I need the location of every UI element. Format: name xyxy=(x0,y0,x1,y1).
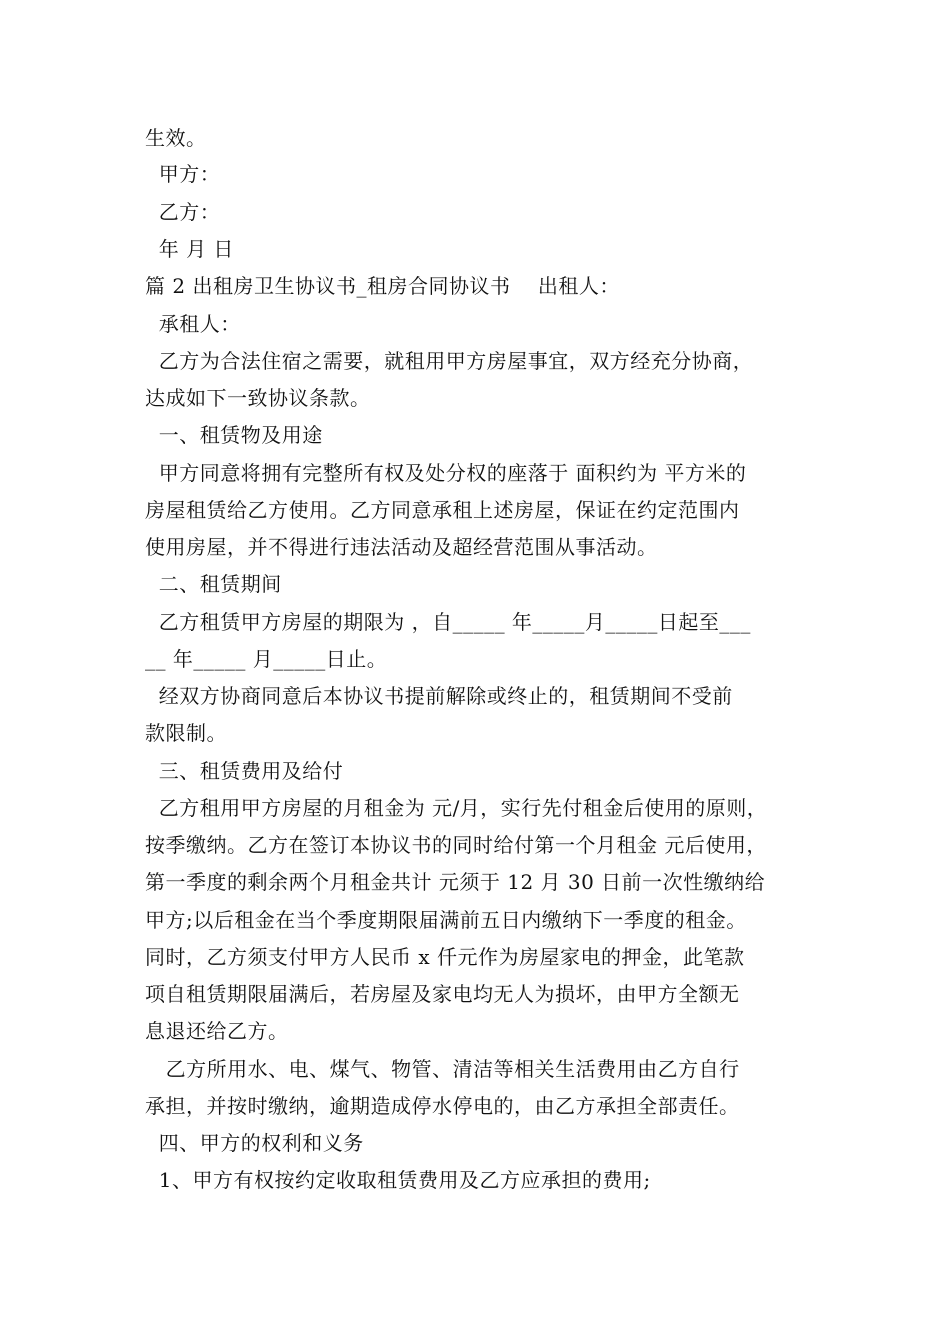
text-line: 承租人： xyxy=(145,312,241,336)
text-line: 甲方同意将拥有完整所有权及处分权的座落于 面积约为 平方米的 xyxy=(145,461,747,485)
text-line: 息退还给乙方。 xyxy=(145,1019,289,1043)
text-line: 甲方;以后租金在当个季度期限届满前五日内缴纳下一季度的租金。 xyxy=(145,908,747,932)
text-line: 乙方租赁甲方房屋的期限为 ，自_____ 年_____月_____日起至___ xyxy=(145,610,751,634)
text-line: 第一季度的剩余两个月租金共计 元须于 12 月 30 日前一次性缴纳给 xyxy=(145,870,766,894)
text-line: 篇 2 出租房卫生协议书_租房合同协议书 出租人： xyxy=(145,274,620,298)
section-heading: 一、租赁物及用途 xyxy=(145,423,323,447)
text-line: 项自租赁期限届满后，若房屋及家电均无人为损坏，由甲方全额无 xyxy=(145,982,740,1006)
text-line: 乙方为合法住宿之需要，就租用甲方房屋事宜，双方经充分协商， xyxy=(145,349,754,373)
text-line: __ 年_____ 月_____日止。 xyxy=(145,647,388,671)
text-line: 1、甲方有权按约定收取租赁费用及乙方应承担的费用; xyxy=(145,1168,651,1192)
text-line: 承担，并按时缴纳，逾期造成停水停电的，由乙方承担全部责任。 xyxy=(145,1094,740,1118)
text-line: 房屋租赁给乙方使用。乙方同意承租上述房屋，保证在约定范围内 xyxy=(145,498,740,522)
text-line: 年 月 日 xyxy=(145,237,234,261)
section-heading: 二、租赁期间 xyxy=(145,572,282,596)
text-line: 生效。 xyxy=(145,126,207,150)
text-line: 达成如下一致协议条款。 xyxy=(145,386,371,410)
section-heading: 四、甲方的权利和义务 xyxy=(145,1131,364,1155)
text-line: 按季缴纳。乙方在签订本协议书的同时给付第一个月租金 元后使用， xyxy=(145,833,767,857)
text-line: 款限制。 xyxy=(145,721,227,745)
section-heading: 三、租赁费用及给付 xyxy=(145,759,344,783)
text-line: 甲方： xyxy=(145,162,221,186)
text-line: 使用房屋，并不得进行违法活动及超经营范围从事活动。 xyxy=(145,535,658,559)
text-line: 同时，乙方须支付甲方人民币 x 仟元作为房屋家电的押金，此笔款 xyxy=(145,945,745,969)
text-line: 经双方协商同意后本协议书提前解除或终止的，租赁期间不受前 xyxy=(145,684,733,708)
text-line: 乙方租用甲方房屋的月租金为 元/月，实行先付租金后使用的原则， xyxy=(145,796,768,820)
text-line: 乙方所用水、电、煤气、物管、清洁等相关生活费用由乙方自行 xyxy=(145,1057,740,1081)
text-line: 乙方： xyxy=(145,200,221,224)
